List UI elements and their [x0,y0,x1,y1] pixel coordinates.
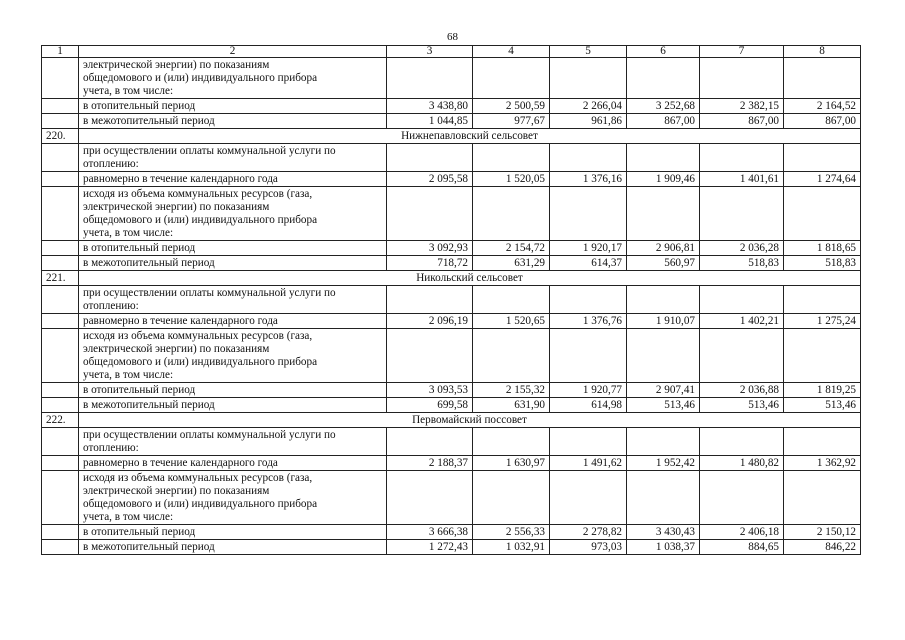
section-header-row [42,129,861,144]
value-cell: 961,86 [550,114,627,129]
empty-cell [784,329,861,383]
value-cell: 1 818,65 [784,241,861,256]
column-header: 5 [550,46,627,58]
section-index: 221. [42,271,79,286]
value-cell: 2 095,58 [387,172,473,187]
empty-cell [387,286,473,314]
value-cell: 2 406,18 [700,525,784,540]
value-cell: 718,72 [387,256,473,271]
value-cell: 1 274,64 [784,172,861,187]
value-cell: 1 401,61 [700,172,784,187]
row-label: равномерно в течение календарного года [79,456,387,471]
column-header: 4 [473,46,550,58]
value-cell: 3 438,80 [387,99,473,114]
index-cell [42,428,79,456]
row-label [79,286,387,314]
value-cell: 518,83 [784,256,861,271]
index-cell [42,256,79,271]
row-label: в отопительный период [79,99,387,114]
empty-cell [784,187,861,241]
section-header-row [42,271,861,286]
value-cell: 2 164,52 [784,99,861,114]
value-cell: 1 272,43 [387,540,473,555]
label-line: общедомового и (или) индивидуального прибора [83,72,318,84]
label-line: отоплению: [83,442,139,454]
page-number: 68 [447,31,458,43]
description-row [42,329,861,383]
column-header: 1 [42,46,79,58]
value-cell: 1 032,91 [473,540,550,555]
empty-cell [627,428,700,456]
value-cell: 2 036,88 [700,383,784,398]
value-cell: 2 906,81 [627,241,700,256]
empty-cell [700,58,784,99]
empty-cell [473,286,550,314]
row-label [79,144,387,172]
empty-cell [550,471,627,525]
empty-cell [550,329,627,383]
section-index: 222. [42,413,79,428]
empty-cell [550,58,627,99]
empty-cell [550,187,627,241]
empty-cell [784,58,861,99]
empty-cell [784,144,861,172]
section-title: Нижнепавловский сельсовет [79,129,861,144]
empty-cell [473,329,550,383]
table-row [42,256,861,271]
index-cell [42,383,79,398]
row-label: равномерно в течение календарного года [79,172,387,187]
empty-cell [387,329,473,383]
empty-cell [700,187,784,241]
value-cell: 2 907,41 [627,383,700,398]
value-cell: 699,58 [387,398,473,413]
value-cell: 973,03 [550,540,627,555]
empty-cell [387,144,473,172]
value-cell: 2 154,72 [473,241,550,256]
value-cell: 513,46 [784,398,861,413]
value-cell: 513,46 [627,398,700,413]
value-cell: 2 155,32 [473,383,550,398]
label-line: учета, в том числе: [83,85,174,97]
label-line: общедомового и (или) индивидуального прибора [83,498,318,510]
row-label [79,58,387,99]
row-label [79,329,387,383]
row-label [79,428,387,456]
index-cell [42,314,79,329]
value-cell: 3 430,43 [627,525,700,540]
table-row [42,398,861,413]
empty-cell [784,471,861,525]
value-cell: 977,67 [473,114,550,129]
empty-cell [473,58,550,99]
section-title: Никольский сельсовет [79,271,861,286]
label-line: при осуществлении оплаты коммунальной услуги по [83,145,336,157]
value-cell: 1 630,97 [473,456,550,471]
empty-cell [387,58,473,99]
index-cell [42,144,79,172]
value-cell: 2 150,12 [784,525,861,540]
label-line: исходя из объема коммунальных ресурсов (газа, [83,472,313,484]
value-cell: 2 556,33 [473,525,550,540]
value-cell: 513,46 [700,398,784,413]
value-cell: 1 952,42 [627,456,700,471]
index-cell [42,329,79,383]
value-cell: 518,83 [700,256,784,271]
row-label: в межотопительный период [79,256,387,271]
column-header-row [42,46,861,58]
empty-cell [473,471,550,525]
index-cell [42,172,79,187]
value-cell: 631,90 [473,398,550,413]
label-line: отоплению: [83,158,139,170]
value-cell: 1 402,21 [700,314,784,329]
index-cell [42,540,79,555]
empty-cell [387,471,473,525]
table-row [42,114,861,129]
description-row [42,428,861,456]
index-cell [42,58,79,99]
index-cell [42,471,79,525]
empty-cell [700,471,784,525]
table-row [42,456,861,471]
label-line: общедомового и (или) индивидуального прибора [83,214,318,226]
table-row [42,383,861,398]
empty-cell [550,144,627,172]
value-cell: 2 500,59 [473,99,550,114]
label-line: исходя из объема коммунальных ресурсов (газа, [83,188,313,200]
table-row [42,99,861,114]
table-row [42,241,861,256]
value-cell: 1 275,24 [784,314,861,329]
value-cell: 614,98 [550,398,627,413]
table-row [42,314,861,329]
empty-cell [387,428,473,456]
empty-cell [473,428,550,456]
empty-cell [387,187,473,241]
label-line: при осуществлении оплаты коммунальной услуги по [83,429,336,441]
value-cell: 1 038,37 [627,540,700,555]
row-label: в отопительный период [79,241,387,256]
table-row [42,172,861,187]
value-cell: 1 491,62 [550,456,627,471]
empty-cell [473,144,550,172]
index-cell [42,456,79,471]
index-cell [42,241,79,256]
tariff-table [41,45,861,555]
column-header: 8 [784,46,861,58]
value-cell: 2 188,37 [387,456,473,471]
value-cell: 1 920,77 [550,383,627,398]
label-line: при осуществлении оплаты коммунальной услуги по [83,287,336,299]
index-cell [42,398,79,413]
index-cell [42,114,79,129]
index-cell [42,99,79,114]
value-cell: 3 252,68 [627,99,700,114]
value-cell: 867,00 [784,114,861,129]
value-cell: 1 909,46 [627,172,700,187]
value-cell: 3 666,38 [387,525,473,540]
empty-cell [627,187,700,241]
value-cell: 1 376,76 [550,314,627,329]
value-cell: 1 910,07 [627,314,700,329]
column-header: 7 [700,46,784,58]
value-cell: 3 093,53 [387,383,473,398]
section-title: Первомайский поссовет [79,413,861,428]
row-label [79,187,387,241]
column-header: 2 [79,46,387,58]
empty-cell [550,286,627,314]
value-cell: 867,00 [700,114,784,129]
value-cell: 560,97 [627,256,700,271]
value-cell: 2 266,04 [550,99,627,114]
value-cell: 1 520,05 [473,172,550,187]
label-line: электрической энергии) по показаниям [83,59,270,71]
empty-cell [627,329,700,383]
value-cell: 2 278,82 [550,525,627,540]
value-cell: 1 362,92 [784,456,861,471]
section-index: 220. [42,129,79,144]
table-row [42,540,861,555]
row-label: в отопительный период [79,383,387,398]
label-line: электрической энергии) по показаниям [83,343,270,355]
value-cell: 867,00 [627,114,700,129]
empty-cell [700,428,784,456]
index-cell [42,525,79,540]
label-line: учета, в том числе: [83,227,174,239]
index-cell [42,187,79,241]
value-cell: 1 920,17 [550,241,627,256]
value-cell: 631,29 [473,256,550,271]
value-cell: 1 376,16 [550,172,627,187]
empty-cell [627,471,700,525]
description-row [42,58,861,99]
row-label [79,471,387,525]
empty-cell [627,58,700,99]
value-cell: 3 092,93 [387,241,473,256]
empty-cell [784,286,861,314]
value-cell: 2 382,15 [700,99,784,114]
description-row [42,471,861,525]
value-cell: 2 036,28 [700,241,784,256]
row-label: в межотопительный период [79,540,387,555]
value-cell: 884,65 [700,540,784,555]
row-label: в отопительный период [79,525,387,540]
description-row [42,187,861,241]
row-label: равномерно в течение календарного года [79,314,387,329]
label-line: исходя из объема коммунальных ресурсов (газа, [83,330,313,342]
table-row [42,525,861,540]
description-row [42,286,861,314]
empty-cell [700,286,784,314]
section-header-row [42,413,861,428]
label-line: общедомового и (или) индивидуального прибора [83,356,318,368]
description-row [42,144,861,172]
label-line: электрической энергии) по показаниям [83,485,270,497]
value-cell: 1 520,65 [473,314,550,329]
index-cell [42,286,79,314]
empty-cell [550,428,627,456]
value-cell: 1 819,25 [784,383,861,398]
label-line: отоплению: [83,300,139,312]
column-header: 3 [387,46,473,58]
column-header: 6 [627,46,700,58]
value-cell: 1 044,85 [387,114,473,129]
row-label: в межотопительный период [79,114,387,129]
empty-cell [627,286,700,314]
empty-cell [784,428,861,456]
empty-cell [700,329,784,383]
empty-cell [473,187,550,241]
label-line: учета, в том числе: [83,511,174,523]
value-cell: 2 096,19 [387,314,473,329]
label-line: электрической энергии) по показаниям [83,201,270,213]
value-cell: 846,22 [784,540,861,555]
label-line: учета, в том числе: [83,369,174,381]
value-cell: 614,37 [550,256,627,271]
value-cell: 1 480,82 [700,456,784,471]
empty-cell [627,144,700,172]
empty-cell [700,144,784,172]
row-label: в межотопительный период [79,398,387,413]
